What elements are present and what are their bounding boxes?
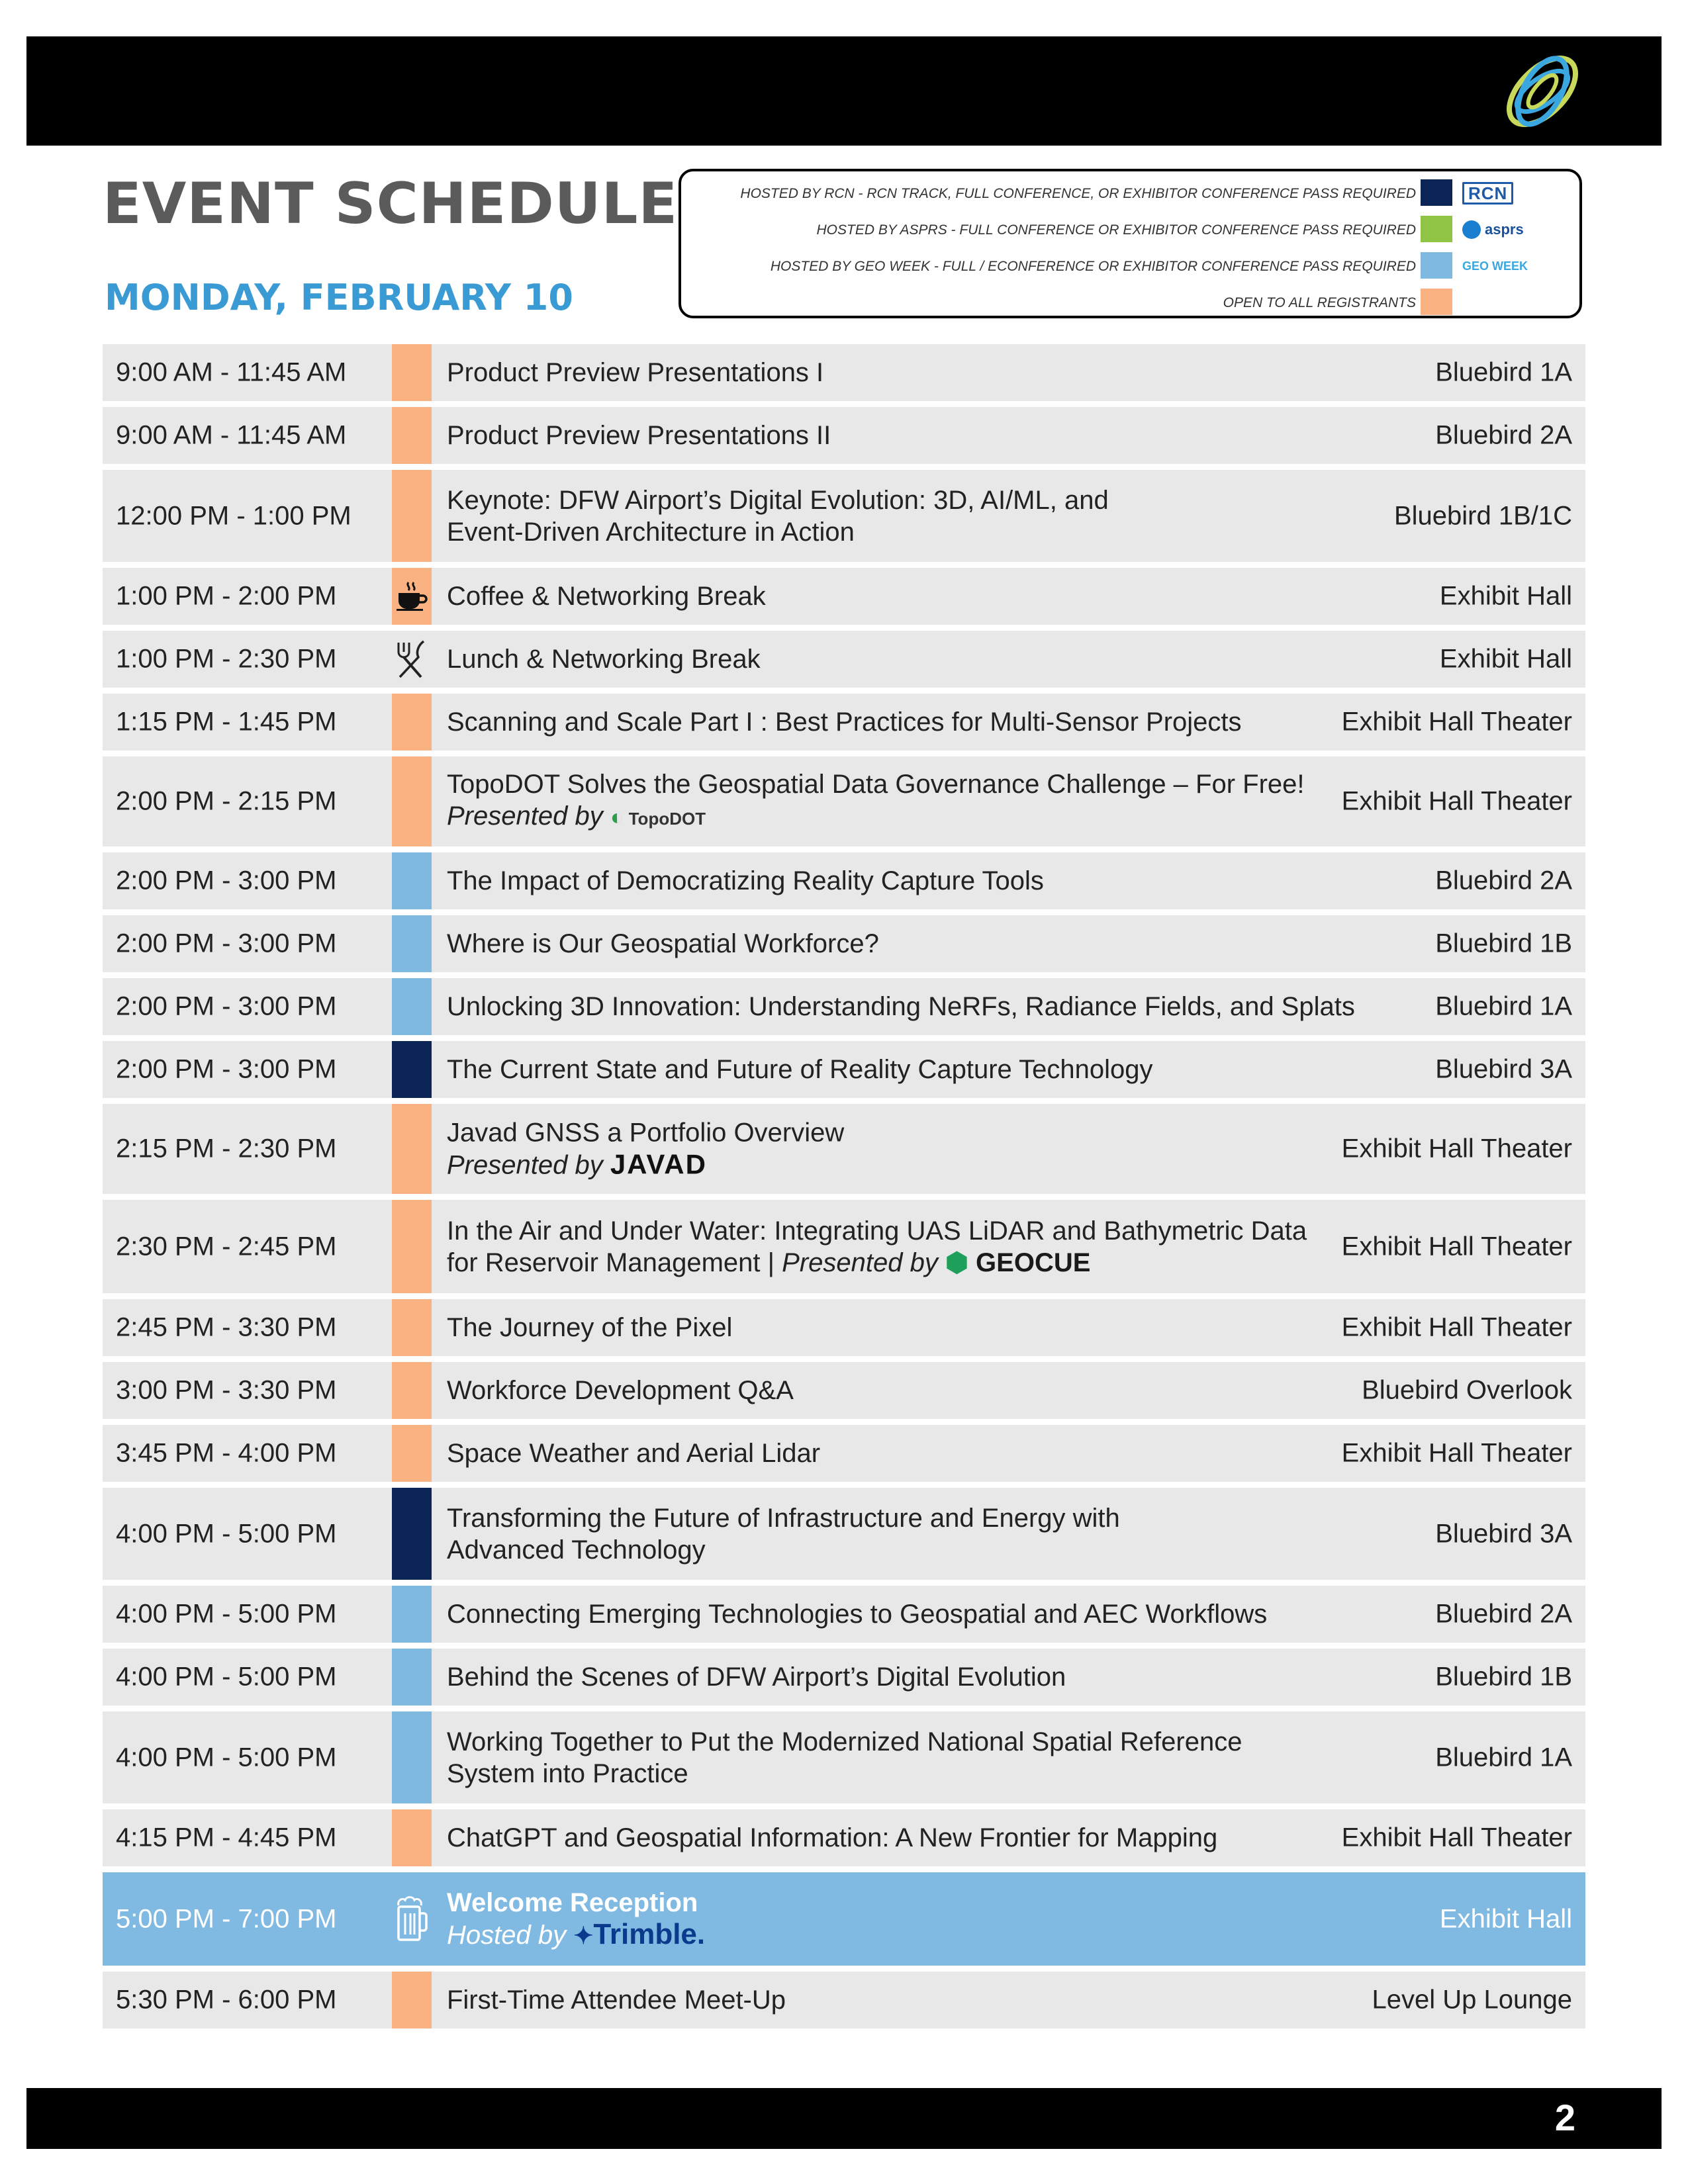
- session-title: [447, 1661, 1066, 1693]
- session-title-line: TopoDOT Solves the Geospatial Data Governance Challenge – For Free!: [447, 770, 1305, 799]
- session-title-line: First-Time Attendee Meet-Up: [447, 1985, 786, 2015]
- schedule-row: [103, 756, 1585, 846]
- session-time: 3:00 PM - 3:30 PM: [116, 1375, 337, 1405]
- schedule-row: [103, 631, 1585, 688]
- session-color-bar: [392, 1809, 432, 1866]
- session-title: [447, 1887, 705, 1952]
- session-color-bar: [392, 1425, 432, 1482]
- sponsor-logo: ◐ TopoDOT: [610, 805, 706, 830]
- schedule-row: [103, 470, 1585, 562]
- session-title-line: The Journey of the Pixel: [447, 1313, 733, 1342]
- schedule-row: [103, 852, 1585, 909]
- session-title-line: for Reservoir Management | Presented by ⬢ GEOCUE: [447, 1248, 1091, 1277]
- session-time: 2:00 PM - 3:00 PM: [116, 929, 337, 958]
- presented-by-line: Presented by JAVAD: [447, 1148, 707, 1180]
- session-time: 2:00 PM - 2:15 PM: [116, 786, 337, 816]
- session-color-bar: [392, 756, 432, 846]
- session-title: [447, 1822, 1217, 1854]
- schedule-row: [103, 568, 1585, 625]
- session-color-bar: [392, 470, 432, 562]
- schedule-row: [103, 1586, 1585, 1643]
- legend-swatch-asprs: [1421, 216, 1452, 242]
- schedule-row: [103, 915, 1585, 972]
- session-time: 9:00 AM - 11:45 AM: [116, 357, 347, 387]
- session-room: Bluebird 2A: [1435, 420, 1572, 450]
- session-room: Exhibit Hall Theater: [1341, 1232, 1572, 1261]
- session-room: Exhibit Hall Theater: [1341, 1823, 1572, 1852]
- session-title-line: Product Preview Presentations I: [447, 358, 824, 387]
- session-room: Bluebird Overlook: [1362, 1375, 1572, 1405]
- session-title: [447, 1598, 1267, 1630]
- session-title: [447, 928, 879, 960]
- session-color-bar: [392, 1200, 432, 1293]
- schedule-row: [103, 1041, 1585, 1098]
- session-color-bar: [392, 1299, 432, 1356]
- session-title-line: Scanning and Scale Part I : Best Practices for Multi-Sensor Projects: [447, 707, 1242, 737]
- session-color-bar: [392, 1362, 432, 1419]
- schedule-date: MONDAY, FEBRUARY 10: [105, 277, 573, 318]
- session-time: 3:45 PM - 4:00 PM: [116, 1438, 337, 1468]
- session-time: 1:00 PM - 2:00 PM: [116, 581, 337, 611]
- legend-label: HOSTED BY ASPRS - FULL CONFERENCE OR EXHIBITOR CONFERENCE PASS REQUIRED: [816, 222, 1416, 238]
- session-time: 1:00 PM - 2:30 PM: [116, 644, 337, 674]
- legend-item-open: [681, 289, 1568, 319]
- session-color-bar: [392, 1041, 432, 1098]
- session-title: [447, 1502, 1120, 1566]
- sponsor-logo: ✦Trimble.: [573, 1917, 706, 1950]
- schedule-row: [103, 1299, 1585, 1356]
- session-title-line: Coffee & Networking Break: [447, 582, 766, 611]
- schedule-row: [103, 1872, 1585, 1966]
- session-title: [447, 643, 761, 675]
- session-color-bar: [392, 694, 432, 751]
- legend-item-geoweek: [681, 252, 1568, 283]
- header-bar: [26, 36, 1662, 146]
- footer-bar: [26, 2088, 1662, 2149]
- session-time: 2:00 PM - 3:00 PM: [116, 866, 337, 895]
- schedule-row: [103, 1972, 1585, 2028]
- session-fork-knife-icon: [392, 631, 432, 688]
- legend-label: HOSTED BY RCN - RCN TRACK, FULL CONFERENCE, OR EXHIBITOR CONFERENCE PASS REQUIRED: [740, 186, 1416, 201]
- sponsor-logo: JAVAD: [610, 1148, 707, 1180]
- session-room: Exhibit Hall: [1439, 644, 1572, 674]
- session-title: [447, 357, 823, 388]
- session-title: [447, 865, 1044, 897]
- session-title: [447, 420, 831, 451]
- session-time: 4:15 PM - 4:45 PM: [116, 1823, 337, 1852]
- session-title: [447, 1437, 820, 1469]
- session-title-line: Space Weather and Aerial Lidar: [447, 1439, 821, 1468]
- schedule-row: [103, 978, 1585, 1035]
- session-title: [447, 991, 1355, 1023]
- presented-by-line: Hosted by ✦Trimble.: [447, 1917, 706, 1950]
- session-room: Exhibit Hall Theater: [1341, 1438, 1572, 1468]
- session-color-bar: [392, 1972, 432, 2028]
- schedule-row: [103, 1488, 1585, 1580]
- session-room: Bluebird 2A: [1435, 866, 1572, 895]
- schedule-row: [103, 694, 1585, 751]
- session-title-line: Working Together to Put the Modernized National Spatial Reference: [447, 1727, 1243, 1756]
- geo-week-rings-logo: [1493, 42, 1592, 141]
- session-color-bar: [392, 978, 432, 1035]
- session-room: Bluebird 1A: [1435, 991, 1572, 1021]
- session-time: 1:15 PM - 1:45 PM: [116, 707, 337, 737]
- session-room: Bluebird 3A: [1435, 1054, 1572, 1084]
- legend-label: HOSTED BY GEO WEEK - FULL / ECONFERENCE OR EXHIBITOR CONFERENCE PASS REQUIRED: [770, 259, 1416, 274]
- session-room: Bluebird 1B: [1435, 1662, 1572, 1692]
- session-time: 2:00 PM - 3:00 PM: [116, 991, 337, 1021]
- legend-item-rcn: [681, 179, 1568, 210]
- schedule-row: [103, 1809, 1585, 1866]
- session-room: Exhibit Hall Theater: [1341, 1312, 1572, 1342]
- session-time: 5:30 PM - 6:00 PM: [116, 1985, 337, 2015]
- session-time: 2:30 PM - 2:45 PM: [116, 1232, 337, 1261]
- session-title-line: Advanced Technology: [447, 1535, 706, 1565]
- session-time: 4:00 PM - 5:00 PM: [116, 1743, 337, 1772]
- session-title: [447, 1312, 732, 1343]
- schedule-row: [103, 1711, 1585, 1803]
- schedule-row: [103, 1104, 1585, 1194]
- session-time: 4:00 PM - 5:00 PM: [116, 1519, 337, 1548]
- schedule-row: [103, 1649, 1585, 1706]
- session-color-bar: [392, 1488, 432, 1580]
- session-title: [447, 1726, 1242, 1790]
- session-beer-mug-icon: [392, 1872, 432, 1966]
- session-room: Bluebird 1A: [1435, 357, 1572, 387]
- session-color-bar: [392, 1586, 432, 1643]
- session-color-bar: [392, 1104, 432, 1194]
- session-time: 5:00 PM - 7:00 PM: [116, 1904, 337, 1933]
- session-title-line: The Current State and Future of Reality Capture Technology: [447, 1055, 1153, 1084]
- session-room: Level Up Lounge: [1372, 1985, 1572, 2015]
- session-coffee-cup-icon: [392, 568, 432, 625]
- session-title-line: Keynote: DFW Airport’s Digital Evolution: 3D, AI/ML, and: [447, 485, 1109, 515]
- session-title-line: Welcome Reception: [447, 1888, 698, 1917]
- session-room: Exhibit Hall Theater: [1341, 707, 1572, 737]
- session-room: Bluebird 1B: [1435, 929, 1572, 958]
- session-title-line: In the Air and Under Water: Integrating UAS LiDAR and Bathymetric Data: [447, 1216, 1307, 1246]
- session-room: Exhibit Hall: [1439, 1904, 1572, 1933]
- sponsor-logo: ⬢ GEOCUE: [945, 1248, 1091, 1277]
- session-room: Exhibit Hall: [1439, 581, 1572, 611]
- geo-week-logo: GEO WEEK: [1462, 259, 1528, 273]
- session-room: Exhibit Hall Theater: [1341, 1134, 1572, 1163]
- session-title: [447, 580, 766, 612]
- session-title-line: Transforming the Future of Infrastructure and Energy with: [447, 1503, 1120, 1533]
- legend-box: [679, 169, 1582, 318]
- session-title-line: Where is Our Geospatial Workforce?: [447, 929, 879, 958]
- page-title: EVENT SCHEDULE: [103, 171, 679, 237]
- session-color-bar: [392, 1649, 432, 1706]
- session-time: 4:00 PM - 5:00 PM: [116, 1662, 337, 1692]
- session-title: [447, 1215, 1307, 1279]
- session-room: Bluebird 2A: [1435, 1599, 1572, 1629]
- session-color-bar: [392, 344, 432, 401]
- session-time: 2:45 PM - 3:30 PM: [116, 1312, 337, 1342]
- session-color-bar: [392, 915, 432, 972]
- session-title-line: Javad GNSS a Portfolio Overview: [447, 1118, 845, 1148]
- session-title-line: Product Preview Presentations II: [447, 421, 831, 450]
- session-color-bar: [392, 407, 432, 464]
- session-room: Exhibit Hall Theater: [1341, 786, 1572, 816]
- session-title-line: Lunch & Networking Break: [447, 645, 761, 674]
- schedule-row: [103, 1425, 1585, 1482]
- session-title-line: Behind the Scenes of DFW Airport’s Digital Evolution: [447, 1662, 1066, 1692]
- session-title: [447, 484, 1109, 548]
- session-title: [447, 1984, 786, 2016]
- legend-swatch-geoweek: [1421, 252, 1452, 279]
- session-room: Bluebird 1A: [1435, 1743, 1572, 1772]
- presented-by-label: Presented by: [782, 1248, 938, 1277]
- page-number: 2: [1554, 2097, 1575, 2138]
- legend-item-asprs: [681, 216, 1568, 246]
- schedule-row: [103, 1362, 1585, 1419]
- session-room: Bluebird 1B/1C: [1393, 501, 1572, 530]
- session-time: 12:00 PM - 1:00 PM: [116, 501, 352, 530]
- schedule-row: [103, 407, 1585, 464]
- session-title: [447, 1375, 794, 1406]
- asprs-logo: asprs: [1462, 218, 1548, 241]
- session-title-line: ChatGPT and Geospatial Information: A New Frontier for Mapping: [447, 1823, 1218, 1852]
- presented-by-line: Presented by ◐ TopoDOT: [447, 801, 706, 831]
- legend-swatch-rcn: [1421, 179, 1452, 206]
- session-title: [447, 1054, 1153, 1085]
- session-room: Bluebird 3A: [1435, 1519, 1572, 1548]
- session-title: [447, 1117, 844, 1181]
- session-title-line: System into Practice: [447, 1758, 688, 1788]
- session-time: 9:00 AM - 11:45 AM: [116, 420, 347, 450]
- session-title-line: Event-Driven Architecture in Action: [447, 517, 855, 547]
- session-title-line: The Impact of Democratizing Reality Capture Tools: [447, 866, 1044, 895]
- schedule-row: [103, 344, 1585, 401]
- session-time: 4:00 PM - 5:00 PM: [116, 1599, 337, 1629]
- legend-label: OPEN TO ALL REGISTRANTS: [1223, 295, 1416, 310]
- session-color-bar: [392, 1711, 432, 1803]
- schedule-row: [103, 1200, 1585, 1293]
- session-time: 2:00 PM - 3:00 PM: [116, 1054, 337, 1084]
- session-title-line: Workforce Development Q&A: [447, 1376, 794, 1405]
- session-title: [447, 768, 1305, 835]
- rcn-logo: RCN: [1462, 182, 1548, 205]
- session-title: [447, 706, 1242, 738]
- session-title-line: Connecting Emerging Technologies to Geospatial and AEC Workflows: [447, 1600, 1268, 1629]
- session-color-bar: [392, 852, 432, 909]
- session-time: 2:15 PM - 2:30 PM: [116, 1134, 337, 1163]
- session-title-line: Unlocking 3D Innovation: Understanding NeRFs, Radiance Fields, and Splats: [447, 992, 1355, 1021]
- legend-swatch-open: [1421, 289, 1452, 315]
